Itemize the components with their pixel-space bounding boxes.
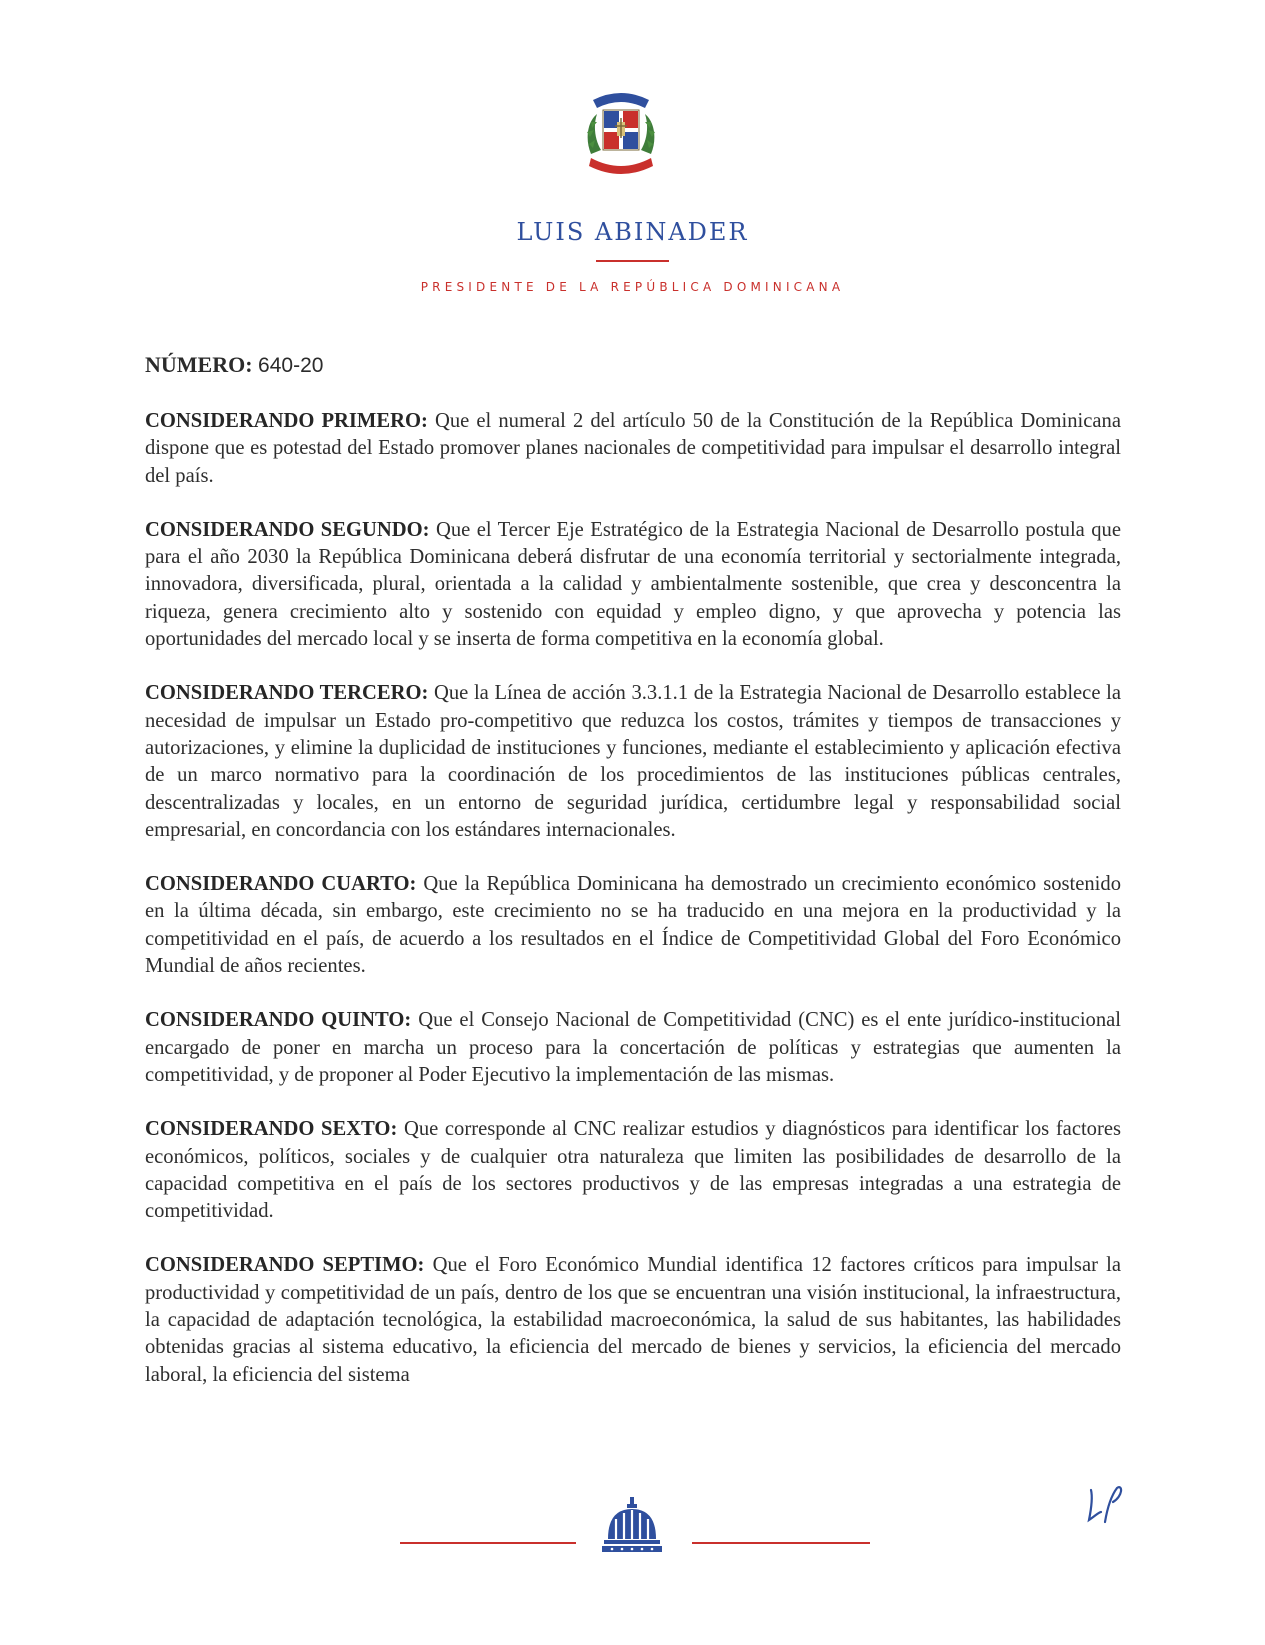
decree-body xyxy=(145,408,1121,1416)
considerando-paragraph xyxy=(145,1116,1121,1225)
considerando-label: CONSIDERANDO PRIMERO: xyxy=(145,410,428,432)
considerando-text: Que el Consejo Nacional de Competitividad (CNC) es el ente jurídico-institucional encargado de poner en marcha un proceso para la concertación de políticas y estrategias que aumenten la competitividad, y de proponer al Poder Ejecutivo la implementación de las mismas. xyxy=(145,1009,1122,1086)
palace-dome-icon xyxy=(600,1495,664,1553)
considerando-text: Que la Línea de acción 3.3.1.1 de la Estrategia Nacional de Desarrollo establece la necesidad de impulsar un Estado pro-competitivo que reduzca los costos, trámites y tiempos de transacciones y autorizaciones, y elimine la duplicidad de instituciones y funciones, mediante el establecimiento y aplicación efectiva de un marco normativo para la coordinación de los procedimientos de las instituciones públicas centrales, descentralizadas y locales, en un entorno de seguridad jurídica, certidumbre legal y responsabilidad social empresarial, en concordancia con los estándares internacionales. xyxy=(145,682,1121,841)
considerando-label: CONSIDERANDO TERCERO: xyxy=(145,682,429,705)
decree-number-label: NÚMERO: xyxy=(145,352,253,377)
considerando-label: CONSIDERANDO QUINTO: xyxy=(145,1009,412,1032)
footer-divider-left xyxy=(400,1542,576,1544)
president-title: PRESIDENTE DE LA REPÚBLICA DOMINICANA xyxy=(420,280,845,294)
considerando-paragraph xyxy=(145,680,1121,844)
handwritten-initials-icon xyxy=(1083,1482,1129,1528)
considerando-paragraph xyxy=(145,1252,1121,1388)
considerando-text: Que la República Dominicana ha demostrado un crecimiento económico sostenido en la última década, sin embargo, este crecimiento no se ha traducido en una mejora en la productividad y la competitividad en el país, de acuerdo a los resultados en el Índice de Competitividad Global del Foro Económico Mundial de años recientes. xyxy=(145,873,1122,978)
considerando-text: Que corresponde al CNC realizar estudios y diagnósticos para identificar los factores económicos, políticos, sociales y de cualquier otra naturaleza que limiten las posibilidades de desarrollo de la capacidad competitiva en el país de los sectores productivos y de las empresas integradas a una estrategia de competitividad. xyxy=(145,1118,1121,1223)
considerando-text: Que el Tercer Eje Estratégico de la Estrategia Nacional de Desarrollo postula que para el año 2030 la República Dominicana deberá disfrutar de una economía territorial y sectorialmente integrada, innovadora, diversificada, plural, orientada a la calidad y ambientalmente sostenible, que crea y desconcentra la riqueza, genera crecimiento alto y sostenido con equidad y empleo digno, y que aprovecha y potencia las oportunidades del mercado local y se inserta de forma competitiva en la economía global. xyxy=(145,518,1121,651)
considerando-paragraph xyxy=(145,1007,1121,1089)
footer-divider-right xyxy=(692,1542,870,1544)
president-name: LUIS ABINADER xyxy=(516,218,749,246)
considerando-text: Que el numeral 2 del artículo 50 de la Constitución de la República Dominicana dispone que es potestad del Estado promover planes nacionales de competitividad para impulsar el desarrollo integral del país. xyxy=(145,410,1121,487)
decree-number-value: 640-20 xyxy=(258,354,324,377)
header-divider xyxy=(596,260,669,262)
decree-number xyxy=(145,352,323,378)
considerando-label: CONSIDERANDO SEXTO: xyxy=(145,1118,398,1141)
considerando-paragraph xyxy=(145,517,1121,653)
considerando-paragraph xyxy=(145,408,1121,490)
considerando-label: CONSIDERANDO SEGUNDO: xyxy=(145,518,430,541)
considerando-label: CONSIDERANDO SEPTIMO: xyxy=(145,1254,425,1277)
considerando-text: Que el Foro Económico Mundial identifica 12 factores críticos para impulsar la productividad y competitividad de un país, dentro de los que se encuentran una visión institucional, la infraestructura, la capacidad de adaptación tecnológica, la estabilidad macroeconómica, la salud de sus habitantes, las habilidades obtenidas gracias al sistema educativo, la eficiencia del mercado de bienes y servicios, la eficiencia del mercado laboral, la eficiencia del sistema xyxy=(145,1254,1122,1386)
considerando-label: CONSIDERANDO CUARTO: xyxy=(145,873,417,896)
considerando-paragraph xyxy=(145,871,1121,980)
coat-of-arms-icon xyxy=(571,82,671,182)
